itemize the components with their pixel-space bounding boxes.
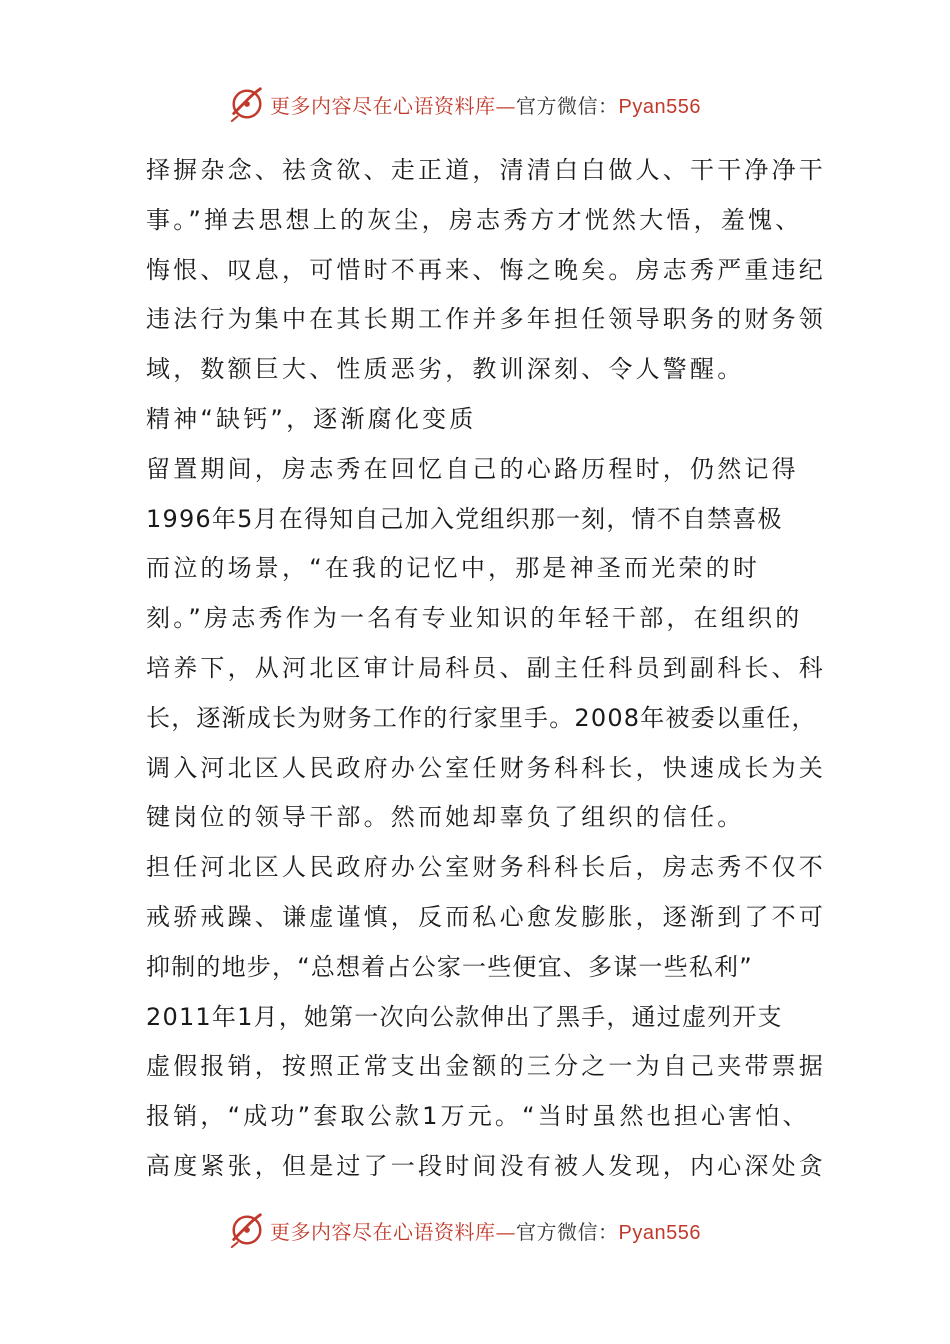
text-line: 择摒杂念、祛贪欲、走正道，清清白白做人、干干净净干 [146,156,826,184]
text-line: 报销，“成功”套取公款1万元。“当时虽然也担心害怕、 [146,1102,810,1131]
text-line: 抑制的地步，“总想着占公家一些便宜、多谋一些私利” [146,952,753,981]
text-line: 2011年1月，她第一次向公款伸出了黑手，通过虚列开支 [146,1002,783,1031]
watermark-dash: — [495,1219,516,1244]
text-line: 高度紧张，但是过了一段时间没有被人发现，内心深处贪 [146,1151,826,1180]
text-line: 而泣的场景，“在我的记忆中，那是神圣而光荣的时 [146,554,761,583]
watermark-handle: Pyan556 [618,95,701,118]
text-line: 留置期间，房志秀在回忆自己的心路历程时，仍然记得 [146,454,799,483]
footer-watermark-banner [228,1210,748,1250]
header-watermark-banner [228,84,748,124]
text-line: 键岗位的领导干部。然而她却辜负了组织的信任。 [146,803,745,832]
text-line: 培养下，从河北区审计局科员、副主任科员到副科长、科 [146,653,826,682]
watermark-text [270,1216,701,1245]
text-line: 事。”掸去思想上的灰尘，房志秀方才恍然大悟，羞愧、 [146,205,803,234]
text-line: 担任河北区人民政府办公室财务科科长后，房志秀不仅不 [146,853,826,882]
watermark-handle: Pyan556 [618,1221,701,1244]
watermark-text [270,90,701,119]
watermark-prefix: 更多内容尽在心语资料库 [270,93,496,118]
text-line: 域，数额巨大、性质恶劣，教训深刻、令人警醒。 [146,355,745,384]
article-body [146,146,826,1192]
pen-circle-logo-icon [228,85,266,123]
text-line: 违法行为集中在其长期工作并多年担任领导职务的财务领 [146,305,826,334]
text-line: 长，逐渐成长为财务工作的行家里手。2008年被委以重任， [146,703,817,732]
watermark-label: 官方微信： [516,93,619,118]
watermark-prefix: 更多内容尽在心语资料库 [270,1219,496,1244]
pen-circle-logo-icon [228,1211,266,1249]
text-line: 戒骄戒躁、谦虚谨慎，反而私心愈发膨胀，逐渐到了不可 [146,902,826,931]
text-line: 虚假报销，按照正常支出金额的三分之一为自己夹带票据 [146,1052,826,1081]
text-line: 1996年5月在得知自己加入党组织那一刻，情不自禁喜极 [146,504,783,533]
watermark-dash: — [495,93,516,118]
text-line: 悔恨、叹息，可惜时不再来、悔之晚矣。房志秀严重违纪 [146,255,826,284]
section-heading: 精神“缺钙”，逐渐腐化变质 [146,404,477,433]
watermark-label: 官方微信： [516,1219,619,1244]
text-line: 调入河北区人民政府办公室任财务科科长，快速成长为关 [146,753,826,782]
text-line: 刻。”房志秀作为一名有专业知识的年轻干部，在组织的 [146,604,803,633]
